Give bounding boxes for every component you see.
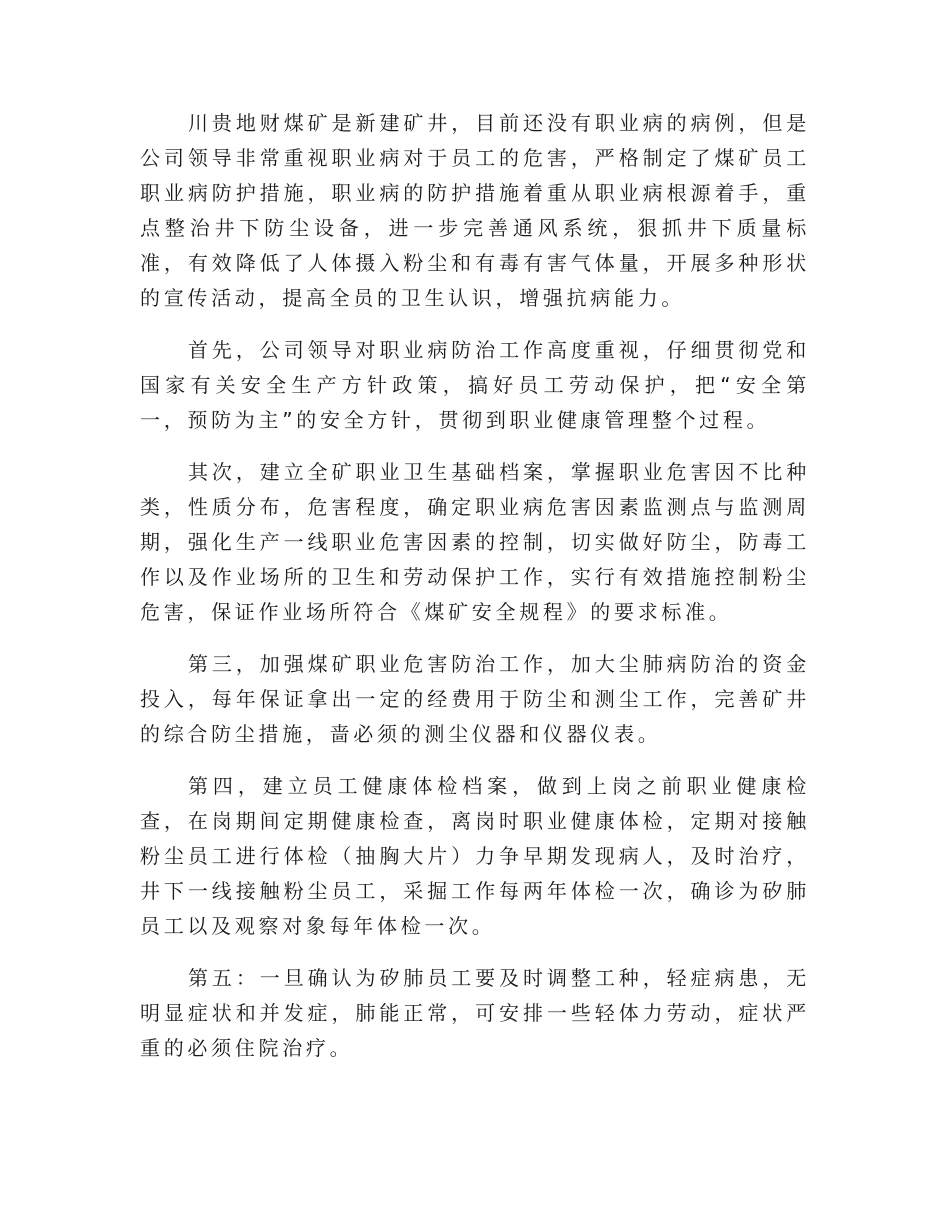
paragraph-fourth: 第四，建立员工健康体检档案，做到上岗之前职业健康检查，在岗期间定期健康检查，离岗时职业健康体检，定期对接触粉尘员工进行体检（抽胸大片）力争早期发现病人，及时治疗，井下一线接触粉尘员工，采掘工作每两年体检一次，确诊为矽肺员工以及观察对象每年体检一次。 [140,774,810,938]
paragraph-third: 第三，加强煤矿职业危害防治工作，加大尘肺病防治的资金投入，每年保证拿出一定的经费用于防尘和测尘工作，完善矿井的综合防尘措施，啬必须的测尘仪器和仪器仪表。 [140,652,810,746]
paragraph-fifth: 第五：一旦确认为矽肺员工要及时调整工种，轻症病患，无明显症状和并发症，肺能正常，可安排一些轻体力劳动，症状严重的必须住院治疗。 [140,966,810,1060]
paragraph-intro: 川贵地财煤矿是新建矿井，目前还没有职业病的病例，但是公司领导非常重视职业病对于员工的危害，严格制定了煤矿员工职业病防护措施，职业病的防护措施着重从职业病根源着手，重点整治井下防尘设备，进一步完善通风系统，狠抓井下质量标准，有效降低了人体摄入粉尘和有毒有害气体量，开展多种形状的宣传活动，提高全员的卫生认识，增强抗病能力。 [140,111,810,310]
document-body [140,106,810,1083]
paragraph-second: 其次，建立全矿职业卫生基础档案，掌握职业危害因不比种类，性质分布，危害程度，确定职业病危害因素监测点与监测周期，强化生产一线职业危害因素的控制，切实做好防尘，防毒工作以及作业场所的卫生和劳动保护工作，实行有效措施控制粉尘危害，保证作业场所符合《煤矿安全规程》的要求标准。 [140,460,810,624]
paragraph-first: 首先，公司领导对职业病防治工作高度重视，仔细贯彻党和国家有关安全生产方针政策，搞好员工劳动保护，把“安全第一，预防为主”的安全方针，贯彻到职业健康管理整个过程。 [140,338,810,432]
